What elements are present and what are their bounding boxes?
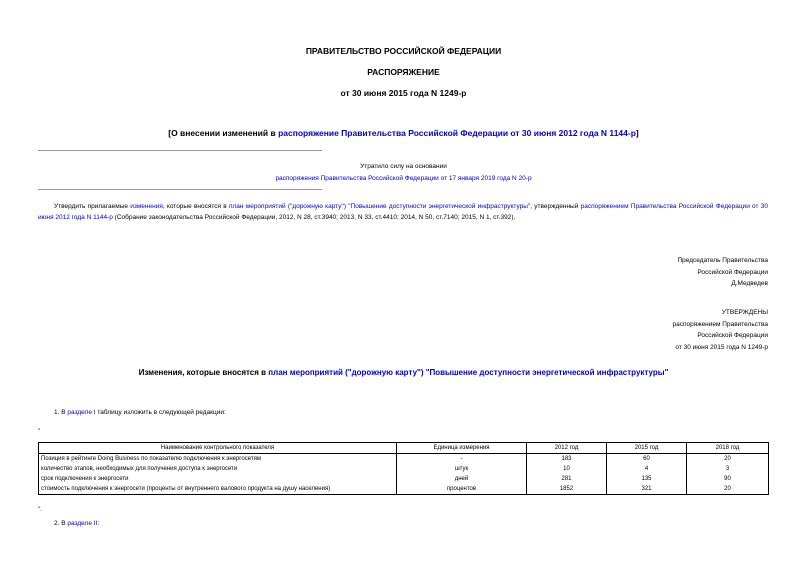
table-row [39,454,769,465]
approval-line1: УТВЕРЖДЕНЫ [721,309,768,316]
signature-line2: Российской Федерации [697,268,768,276]
divider-status [38,189,322,190]
table-cell: 281 [527,474,607,484]
table-cell: 20 [687,454,769,465]
changes-title-link[interactable]: план мероприятий ("дорожную карту") "Повышение доступности энергетической инфраструктуры" [268,368,669,377]
body-link-plan[interactable]: план мероприятий ("дорожную карту") "Повышение доступности энергетической инфраструктуры" [228,203,531,210]
document-title [0,128,807,138]
body-text-4: (Собрание законодательства Российской Федерации, 2012, N 28, ст.3940; 2013, N 33, ст.4410; 2014, N 50, ст.7140; 2015, N 1, ст.392). [112,214,516,221]
body-text-1: Утвердить прилагаемые [54,203,131,210]
body-link-order[interactable]: распоряжением Правительства Российской Федерации от 30 июня 2012 года N 1144-р [38,203,768,221]
table-header-row [39,443,769,454]
title-prefix: [О внесении изменений в [168,128,279,138]
table-cell: 1852 [527,484,607,495]
table-header-cell: 2012 год [527,443,607,454]
quote-open: " [38,429,41,435]
table-cell: дней [397,474,527,484]
divider-top [38,150,322,151]
table-cell: 3 [687,464,769,474]
table-cell: 321 [607,484,687,495]
item-1-link[interactable]: разделе I [67,409,96,416]
signature-block [677,255,768,290]
header-doc-type: РАСПОРЯЖЕНИЕ [367,67,440,77]
table-row [39,484,769,495]
item-2-prefix: 2. В [54,520,68,527]
header-org: ПРАВИТЕЛЬСТВО РОССИЙСКОЙ ФЕДЕРАЦИИ [305,46,502,56]
item-2 [54,520,99,529]
approval-line4: от 30 июня 2015 года N 1249-р [675,343,768,351]
header-date-number: от 30 июня 2015 года N 1249-р [340,88,467,98]
table-header-cell: Наименование контрольного показателя [39,443,397,454]
quote-close: ". [38,507,42,513]
body-text-2: , которые вносятся в [162,203,229,210]
table-row [39,474,769,484]
table-cell: срок подключения к энергосети [39,474,397,484]
status-link[interactable]: распоряжения Правительства Российской Федерации от 17 января 2019 года N 20-р [275,174,532,182]
table-cell: штук [397,464,527,474]
signature-line1: Председатель Правительства [677,257,768,264]
table-cell: стоимость подключения к энергосети (проценты от внутреннего валового продукта на душу населения) [39,484,397,495]
table-cell: 10 [527,464,607,474]
signature-line3: Д.Медведев [731,280,768,287]
body-paragraph [38,201,768,223]
item-1-suffix: таблицу изложить в следующей редакции: [95,409,226,416]
body-text-3: , утвержденный [530,203,581,210]
table-cell: Позиция в рейтинге Doing Business по показателю подключения к энергосетям [39,454,397,465]
approval-line2: распоряжением Правительства [672,320,768,328]
item-1-prefix: 1. В [54,409,68,416]
title-suffix: ] [635,128,639,138]
changes-title [0,368,807,377]
table-row [39,464,769,474]
item-2-suffix: : [97,520,100,527]
title-link[interactable]: распоряжение Правительства Российской Федерации от 30 июня 2012 года N 1144-р [278,128,636,138]
table-cell: 60 [607,454,687,465]
indicators-table [38,442,769,495]
table-header-cell: Единица измерения [397,443,527,454]
approval-block [673,307,768,353]
item-1 [54,409,226,418]
body-link-changes[interactable]: изменения [130,203,163,210]
table-cell: 183 [527,454,607,465]
table-cell: 135 [607,474,687,484]
item-2-link[interactable]: разделе II [67,520,98,527]
table-header-cell: 2015 год [607,443,687,454]
table-header-cell: 2018 год [687,443,769,454]
status-note [0,163,807,183]
table-cell: процентов [397,484,527,495]
table-cell: количество этапов, необходимых для получения доступа к энергосети [39,464,397,474]
table-cell: - [397,454,527,465]
changes-title-prefix: Изменения, которые вносятся в [138,368,269,377]
table-cell: 90 [687,474,769,484]
approval-line3: Российской Федерации [697,332,768,339]
table-cell: 4 [607,464,687,474]
status-line1: Утратило силу на основании [360,163,447,170]
table-cell: 20 [687,484,769,495]
